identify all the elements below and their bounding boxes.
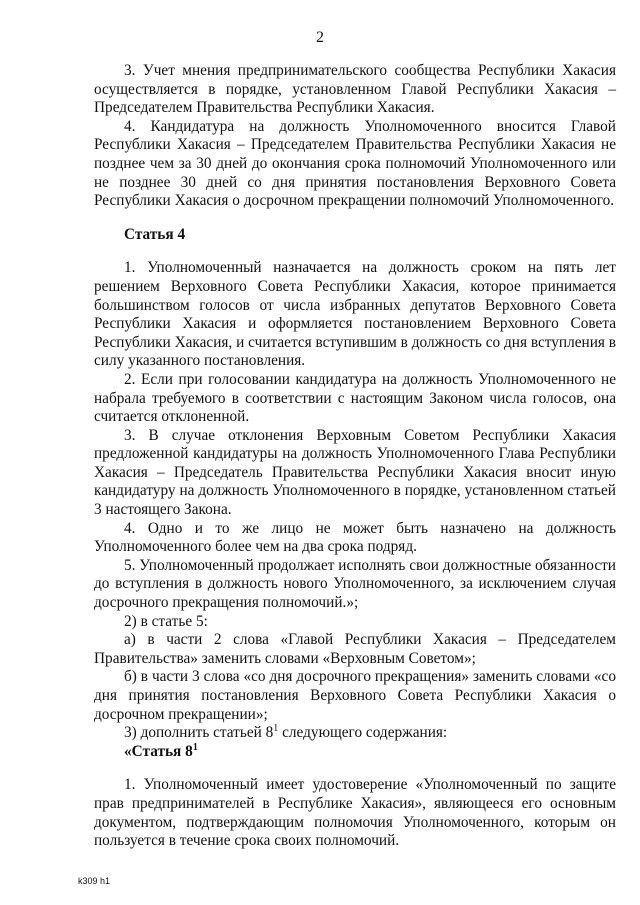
article-4-paragraph-1: 1. Уполномоченный назначается на должность сроком на пять лет решением Верховного Совета Республики Хакасия, которое принимается большинством голосов от числа избранных депутатов Верховного Совета Республики Хакасия и оформляется постановлением Верховного Совета Республики Хакасия, и считается вступившим в должность со дня вступления в силу указанного постановления. (94, 259, 616, 370)
article-4-paragraph-3: 3. В случае отклонения Верховным Советом Республики Хакасия предложенной кандидатуры на должность Уполномоченного Глава Республики Хакасия – Председатель Правительства Республики Хакасия вносит иную кандидатуру на должность Уполномоченного в порядке, установленном статьей 3 настоящего Закона. (94, 426, 616, 519)
article-8-1-heading-text: «Статья 8 (124, 742, 193, 760)
paragraph-4-candidacy: 4. Кандидатура на должность Уполномоченного вносится Главой Республики Хакасия – Председателем Правительства Республики Хакасия не позднее чем за 30 дней до окончания срока полномочий Уполномоченного или не позднее 30 дней со дня принятия постановления Верховного Совета Республики Хакасия о досрочном прекращении полномочий Уполномоченного. (94, 117, 616, 210)
footer-document-code: k309 h1 (78, 876, 111, 886)
article-4-paragraph-2: 2. Если при голосовании кандидатура на должность Уполномоченного не набрала требуемого в соответствии с настоящим Законом числа голосов, она считается отклоненной. (94, 370, 616, 426)
amendment-2: 2) в статье 5: (124, 612, 208, 630)
document-body (94, 62, 616, 851)
amendment-3-superscript: 1 (273, 723, 279, 735)
article-8-1-heading (94, 743, 616, 762)
article-8-1-body (94, 776, 616, 850)
article-8-1-paragraph-1: 1. Уполномоченный имеет удостоверение «Уполномоченный по защите прав предпринимателей в Республике Хакасия», являющееся его основным документом, подтверждающим полномочия Уполномоченного, которым он пользуется в течение срока своих полномочий. (94, 776, 616, 850)
amendment-3-text: 3) дополнить статьей 8 (124, 724, 274, 742)
article-4-heading: Статья 4 (124, 225, 186, 243)
amendment-3-tail: следующего содержания: (278, 724, 448, 742)
amendment-3 (94, 724, 616, 743)
article-4-paragraph-5: 5. Уполномоченный продолжает исполнять свои должностные обязанности до вступления в должность нового Уполномоченного, за исключением случая досрочного прекращения полномочий.»; (94, 556, 616, 612)
page-number: 2 (316, 29, 324, 46)
article-4-body (94, 259, 616, 612)
amendment-2b: б) в части 3 слова «со дня досрочного прекращения» заменить словами «со дня принятия постановления Верховного Совета Республики Хакасия о досрочном прекращении»; (94, 668, 616, 723)
paragraph-3-opinion: 3. Учет мнения предпринимательского сообщества Республики Хакасия осуществляется в порядке, установленном Главой Республики Хакасия – Председателем Правительства Республики Хакасия. (94, 62, 616, 117)
article-8-1-superscript: 1 (192, 741, 198, 753)
article-4-paragraph-4: 4. Одно и то же лицо не может быть назначено на должность Уполномоченного более чем на два срока подряд. (94, 519, 616, 556)
amendment-2a: а) в части 2 слова «Главой Республики Хакасия – Председателем Правительства» заменить словами «Верховным Советом»; (94, 631, 616, 667)
